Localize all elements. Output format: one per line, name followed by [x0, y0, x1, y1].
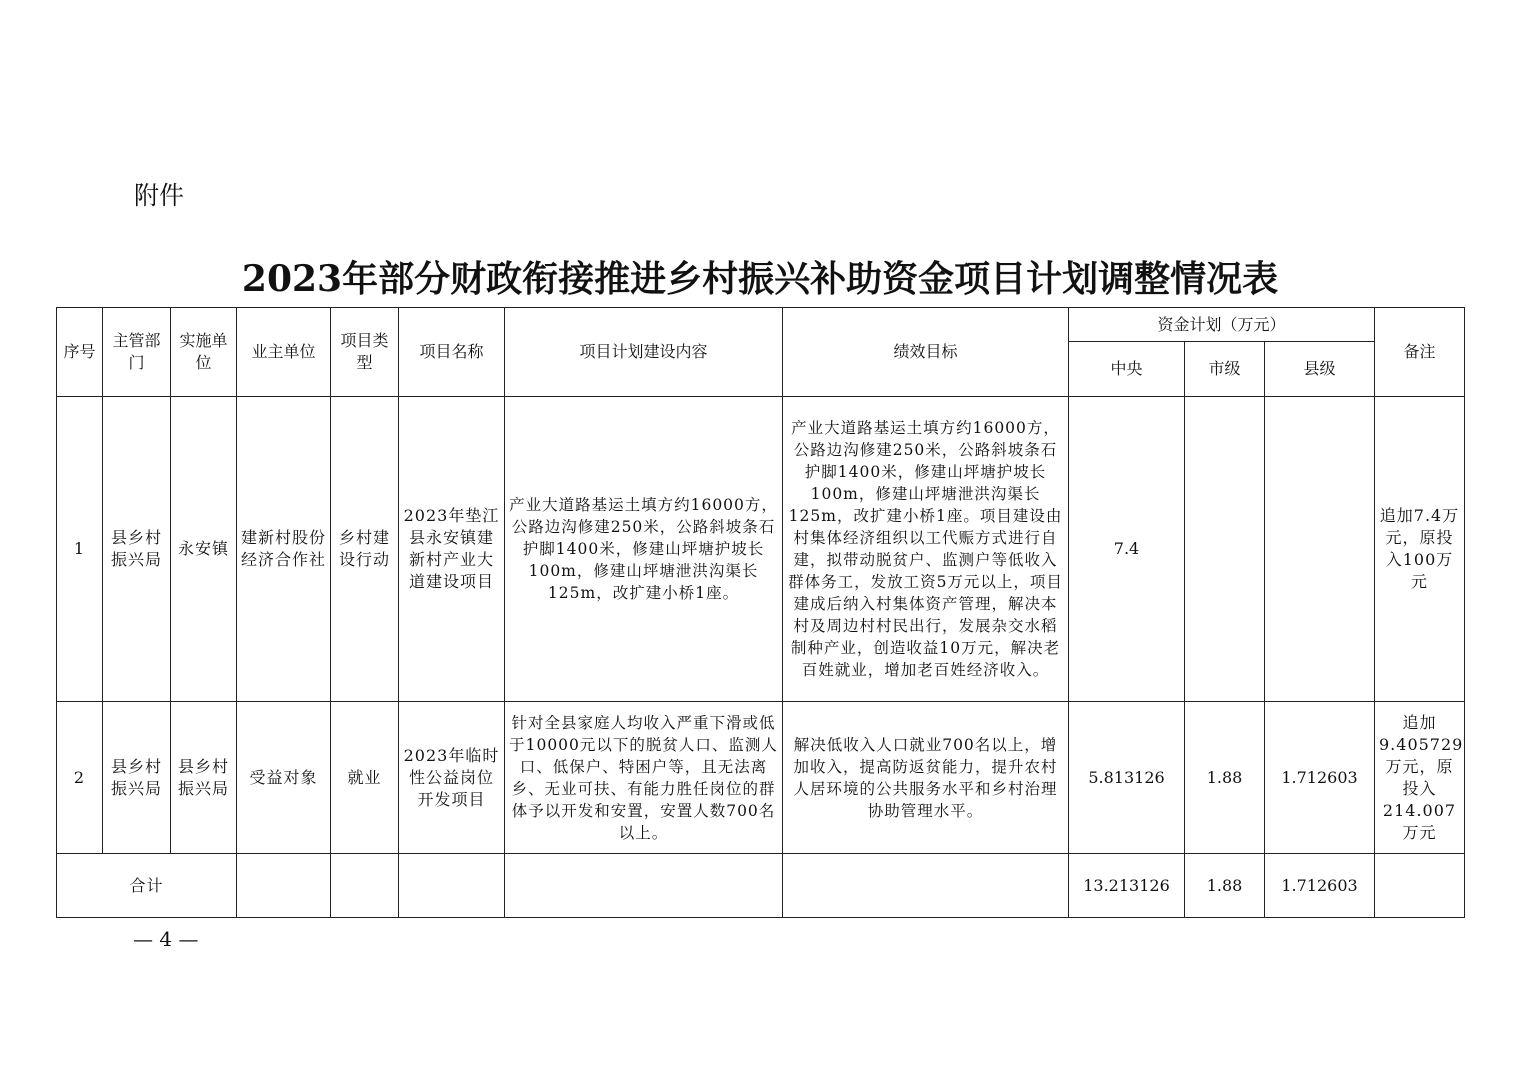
row-city: 1.88 [1185, 702, 1265, 854]
row-seq: 2 [57, 702, 103, 854]
header-remark: 备注 [1375, 308, 1465, 397]
row-owner: 受益对象 [237, 702, 331, 854]
attachment-label: 附件 [134, 181, 185, 210]
row-name: 2023年临时性公益岗位开发项目 [399, 702, 505, 854]
table-row [57, 702, 1465, 854]
row-central: 5.813126 [1069, 702, 1185, 854]
total-row [57, 854, 1465, 918]
total-empty-remark [1375, 854, 1465, 918]
row-county [1265, 397, 1375, 702]
page-number: — 4 — [133, 927, 199, 951]
row-remark: 追加9.405729万元，原投入214.007万元 [1375, 702, 1465, 854]
page-title: 2023年部分财政衔接推进乡村振兴补助资金项目计划调整情况表 [241, 258, 1279, 300]
row-owner: 建新村股份经济合作社 [237, 397, 331, 702]
total-county: 1.712603 [1265, 854, 1375, 918]
header-impl: 实施单位 [171, 308, 237, 397]
row-seq: 1 [57, 397, 103, 702]
header-name: 项目名称 [399, 308, 505, 397]
header-goal: 绩效目标 [783, 308, 1069, 397]
header-county: 县级 [1265, 342, 1375, 397]
total-empty-owner [237, 854, 331, 918]
row-type: 乡村建设行动 [331, 397, 399, 702]
fund-adjustment-table [56, 307, 1465, 918]
header-owner: 业主单位 [237, 308, 331, 397]
header-type: 项目类型 [331, 308, 399, 397]
row-goal: 解决低收入人口就业700名以上，增加收入，提高防返贫能力，提升农村人居环境的公共服务水平和乡村治理协助管理水平。 [783, 702, 1069, 854]
total-city: 1.88 [1185, 854, 1265, 918]
total-empty-goal [783, 854, 1069, 918]
total-label: 合计 [57, 854, 237, 918]
row-content: 针对全县家庭人均收入严重下滑或低于10000元以下的脱贫人口、监测人口、低保户、特困户等，且无法离乡、无业可扶、有能力胜任岗位的群体予以开发和安置，安置人数700名以上。 [505, 702, 783, 854]
row-type: 就业 [331, 702, 399, 854]
row-county: 1.712603 [1265, 702, 1375, 854]
row-dept: 县乡村振兴局 [103, 702, 171, 854]
header-funds: 资金计划（万元） [1069, 308, 1375, 342]
total-empty-content [505, 854, 783, 918]
row-central: 7.4 [1069, 397, 1185, 702]
row-impl: 县乡村振兴局 [171, 702, 237, 854]
row-name: 2023年垫江县永安镇建新村产业大道建设项目 [399, 397, 505, 702]
row-city [1185, 397, 1265, 702]
header-dept: 主管部门 [103, 308, 171, 397]
table-row [57, 397, 1465, 702]
header-central: 中央 [1069, 342, 1185, 397]
row-remark: 追加7.4万元，原投入100万元 [1375, 397, 1465, 702]
header-seq: 序号 [57, 308, 103, 397]
row-goal: 产业大道路基运土填方约16000方，公路边沟修建250米，公路斜坡条石护脚1400米，修建山坪塘护坡长100m，修建山坪塘泄洪沟渠长125m，改扩建小桥1座。项目建设由村集体经济组织以工代赈方式进行自建，拟带动脱贫户、监测户等低收入群体务工，发放工资5万元以上，项目建成后纳入村集体资产管理，解决本村及周边村村民出行，发展杂交水稻制种产业，创造收益10万元，解决老百姓就业，增加老百姓经济收入。 [783, 397, 1069, 702]
row-dept: 县乡村振兴局 [103, 397, 171, 702]
total-central: 13.213126 [1069, 854, 1185, 918]
header-content: 项目计划建设内容 [505, 308, 783, 397]
total-empty-type [331, 854, 399, 918]
total-empty-name [399, 854, 505, 918]
header-city: 市级 [1185, 342, 1265, 397]
row-impl: 永安镇 [171, 397, 237, 702]
row-content: 产业大道路基运土填方约16000方，公路边沟修建250米，公路斜坡条石护脚1400米，修建山坪塘护坡长100m，修建山坪塘泄洪沟渠长125m，改扩建小桥1座。 [505, 397, 783, 702]
